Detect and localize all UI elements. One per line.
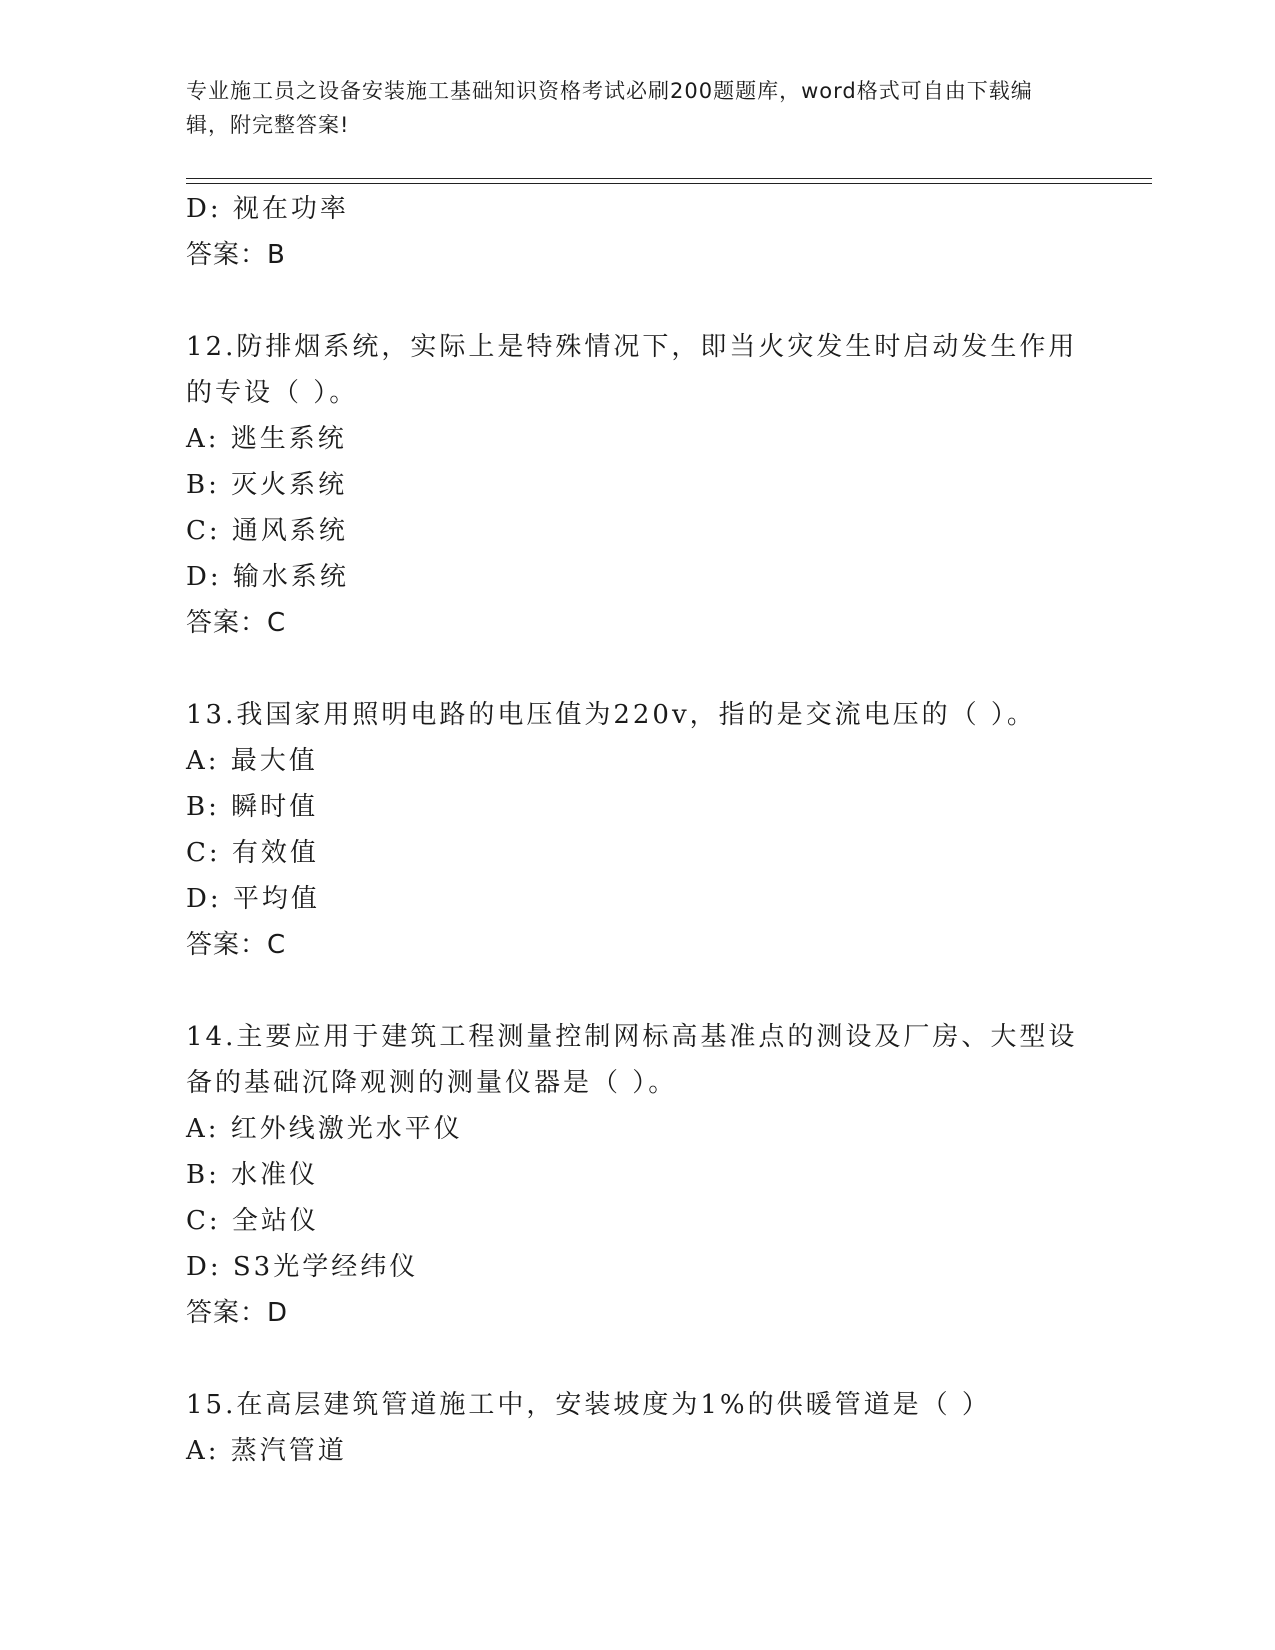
option-a: A: 逃生系统	[186, 424, 347, 454]
spacer	[186, 646, 1086, 692]
question-stem: 13.我国家用照明电路的电压值为220v，指的是交流电压的（ ）。	[186, 700, 1036, 730]
question-stem: 15.在高层建筑管道施工中，安装坡度为1%的供暖管道是（ ）	[186, 1390, 991, 1420]
answer: 答案：C	[186, 930, 287, 960]
option-a: A: 最大值	[186, 746, 318, 776]
option-d: D: 平均值	[186, 884, 320, 914]
option-b: B: 瞬时值	[186, 792, 319, 822]
spacer	[186, 278, 1086, 324]
option-d: D: 输水系统	[186, 562, 349, 592]
option-b: B: 水准仪	[186, 1160, 319, 1190]
answer: 答案：B	[186, 240, 286, 270]
option-c: C: 通风系统	[186, 516, 348, 546]
option-c: C: 有效值	[186, 838, 319, 868]
answer: 答案：C	[186, 608, 287, 638]
option-d: D: S3光学经纬仪	[186, 1252, 419, 1282]
spacer	[186, 1336, 1086, 1382]
option-a: A: 红外线激光水平仪	[186, 1114, 463, 1144]
spacer	[186, 968, 1086, 1014]
option-d: D: 视在功率	[186, 194, 349, 224]
question-stem: 14.主要应用于建筑工程测量控制网标高基准点的测设及厂房、大型设备的基础沉降观测的测量仪器是（ ）。	[186, 1022, 1078, 1098]
answer: 答案：D	[186, 1298, 289, 1328]
header-rule-bottom	[186, 183, 1152, 184]
document-header: 专业施工员之设备安装施工基础知识资格考试必刷200题题库，word格式可自由下载编辑，附完整答案!	[186, 79, 1033, 137]
question-stem: 12.防排烟系统，实际上是特殊情况下，即当火灾发生时启动发生作用的专设（ ）。	[186, 332, 1078, 408]
option-a: A: 蒸汽管道	[186, 1436, 347, 1466]
option-c: C: 全站仪	[186, 1206, 319, 1236]
header-rule-top	[186, 178, 1152, 179]
question-list	[186, 186, 1086, 1474]
option-b: B: 灭火系统	[186, 470, 348, 500]
